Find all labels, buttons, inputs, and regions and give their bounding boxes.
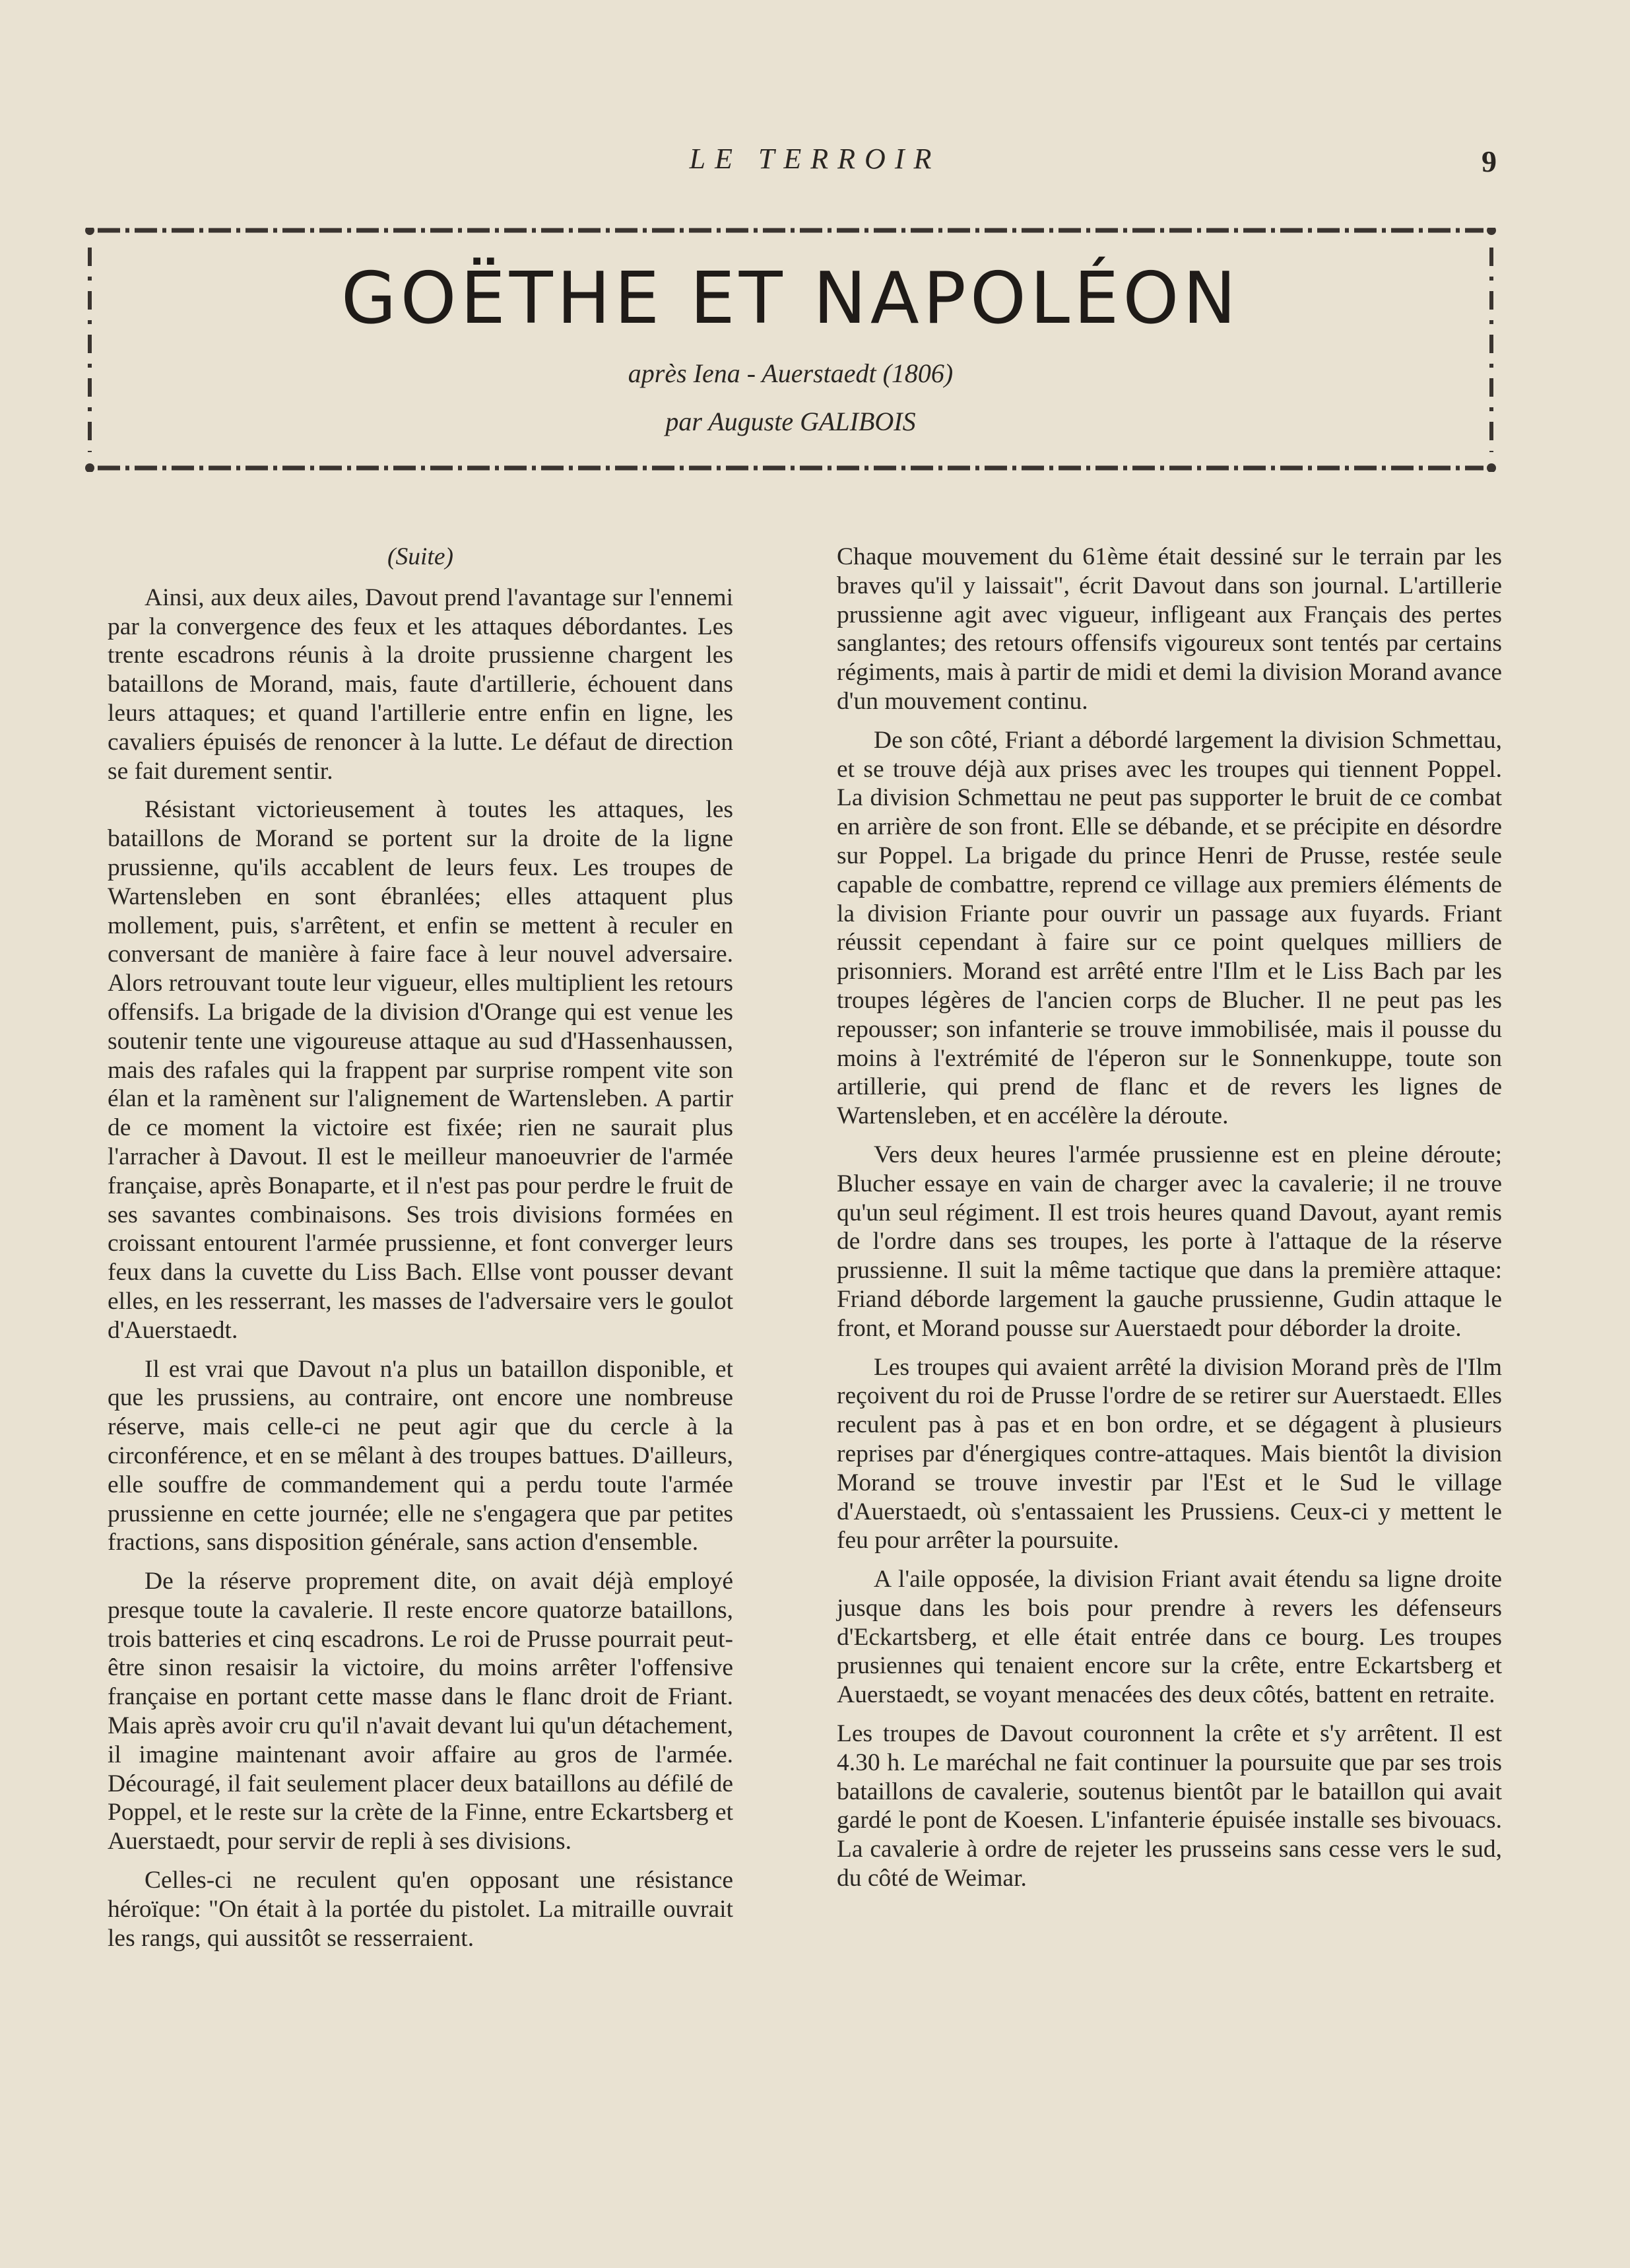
running-title: LE TERROIR [689, 143, 941, 175]
paragraph: Il est vrai que Davout n'a plus un bataillon disponible, et que les prussiens, au contraire, ont encore une nombreuse réserve, mais celle-ci ne peut agir que du cercle à la circonférence, et en se mêlant à des troupes battues. D'ailleurs, elle souffre de commandement qui a perdu toute l'armée prussienne en cette journée; elle ne s'engagera que par petites fractions, sans disposition générale, sans action d'ensemble. [108, 1355, 733, 1556]
article-byline: par Auguste GALIBOIS [665, 407, 916, 436]
paragraph: Vers deux heures l'armée prussienne est en pleine déroute; Blucher essaye en vain de charger avec la cavalerie; il ne trouve qu'un seul régiment. Il est trois heures quand Davout, ayant remis de l'ordre dans ses troupes, les porte à l'attaque de la réserve prussienne. Il suit la même tactique que dans la première attaque: Friand déborde largement la gauche prussienne, Gudin attaque le front, et Morand pousse sur Auerstaedt pour déborder la droite. [837, 1141, 1502, 1342]
paragraph: Celles-ci ne reculent qu'en opposant une résistance héroïque: "On était à la portée du pistolet. La mitraille ouvrait les rangs, qui aussitôt se resserraient. [108, 1867, 733, 1952]
right-column [837, 543, 1502, 1903]
article-subtitle: après Iena - Auerstaedt (1806) [628, 358, 954, 388]
paragraph: De son côté, Friant a débordé largement la division Schmettau, et se trouve déjà aux prises avec les troupes qui tiennent Poppel. La division Schmettau ne peut pas supporter le bruit de ce combat en arrière de son front. Elle se débande, et se précipite en désordre sur Poppel. La brigade du prince Henri de Prusse, restée seule capable de combattre, reprend ce village aux premiers éléments de la division Friante pour ouvrir un passage aux fuyards. Friant réussit cependant à faire sur ce point quelques milliers de prisonniers. Morand est arrêté entre l'Ilm et le Liss Bach par les troupes légères de l'ancien corps de Blucher. Il ne peut pas les repousser; son infanterie se trouve immobilisée, mais il pousse du moins à l'extrémité de l'éperon sur le Sonnenkuppe, toute son artillerie, qui prend de flanc et de revers les lignes de Wartensleben, et en accélère la déroute. [837, 726, 1502, 1130]
left-column [108, 543, 733, 1962]
paragraph: Les troupes de Davout couronnent la crête et s'y arrêtent. Il est 4.30 h. Le maréchal ne fait continuer la poursuite que par ses trois bataillons de cavalerie, soutenus bientôt par le bataillon qui avait gardé le pont de Koesen. L'infanterie épuisée installe ses bivouacs. La cavalerie à ordre de rejeter les prusseins sans cesse vers le sud, du côté de Weimar. [837, 1720, 1502, 1892]
article-title: GOËTHE ET NAPOLÉON [341, 257, 1241, 340]
paragraph: De la réserve proprement dite, on avait déjà employé presque toute la cavalerie. Il reste encore quatorze bataillons, trois batteries et cinq escadrons. Le roi de Prusse pourrait peut-être sinon resaisir la victoire, du moins arrêter l'offensive française en portant cette masse dans le flanc droit de Friant. Mais après avoir cru qu'il n'avait devant lui qu'un détachement, il imagine maintenant avoir affaire au gros de l'armée. Découragé, il fait seulement placer deux bataillons au défilé de Poppel, et le reste sur la crète de la Finne, entre Eckartsberg et Auerstaedt, pour servir de repli à ses divisions. [108, 1568, 733, 1855]
paragraph: Les troupes qui avaient arrêté la division Morand près de l'Ilm reçoivent du roi de Prusse l'ordre de se retirer sur Auerstaedt. Elles reculent pas à pas et en bon ordre, et se dégagent à plusieurs reprises par d'énergiques contre-attaques. Mais bientôt la division Morand se trouve investir par l'Est et le Sud le village d'Auerstaedt, où s'entassaient les Prussiens. Ceux-ci y mettent le feu pour arrêter la poursuite. [837, 1353, 1502, 1554]
continued-label: (Suite) [387, 543, 453, 570]
paragraph: Chaque mouvement du 61ème était dessiné sur le terrain par les braves qu'il y laissait", écrit Davout dans son journal. L'artillerie prussienne agit avec vigueur, infligeant aux Français des pertes sanglantes; des retours offensifs vigoureux sont tentés par certains régiments, mais à partir de midi et demi la division Morand avance d'un mouvement continu. [837, 543, 1502, 715]
page-number: 9 [1482, 145, 1497, 178]
paragraph: Résistant victorieusement à toutes les attaques, les bataillons de Morand se portent sur la droite de la ligne prussienne, qu'ils accablent de leurs feux. Les troupes de Wartensleben en sont ébranlées; elles attaquent plus mollement, puis, s'arrêtent, et enfin se mettent à reculer en conversant de manière à faire face à leur nouvel adversaire. Alors retrouvant toute leur vigueur, elles multiplient les retours offensifs. La brigade de la division d'Orange qui est venue les soutenir tente une vigoureuse attaque au sud d'Hassenhaussen, mais des rafales qui la frappent par surprise rompent vite son élan et la ramènent sur l'alignement de Wartensleben. A partir de ce moment la victoire est fixée; rien ne saurait plus l'arracher à Davout. Il est le meilleur manoeuvrier de l'armée française, après Bonaparte, et il n'est pas pour perdre le fruit de ses savantes combinaisons. Ses trois divisions formées en croissant entourent l'armée prussienne, et font converger leurs feux dans la cuvette du Liss Bach. Ellse vont pousser devant elles, en les resserrant, les masses de l'adversaire vers le goulot d'Auerstaedt. [108, 796, 733, 1344]
paragraph: Ainsi, aux deux ailes, Davout prend l'avantage sur l'ennemi par la convergence des feux et les attaques débordantes. Les trente escadrons réunis à la droite prussienne chargent les bataillons de Morand, mais, faute d'artillerie, échouent dans leurs attaques; et quand l'artillerie entre enfin en ligne, les cavaliers épuisés de renoncer à la lutte. Le défaut de direction se fait durement sentir. [108, 584, 733, 785]
paragraph: A l'aile opposée, la division Friant avait étendu sa ligne droite jusque dans les bois pour prendre à revers les défenseurs d'Eckartsberg, et elle était entrée dans ce bourg. Les troupes prusiennes qui tenaient encore sur la crête, entre Eckartsberg et Auerstaedt, se voyant menacées des deux côtés, battent en retraite. [837, 1566, 1502, 1709]
